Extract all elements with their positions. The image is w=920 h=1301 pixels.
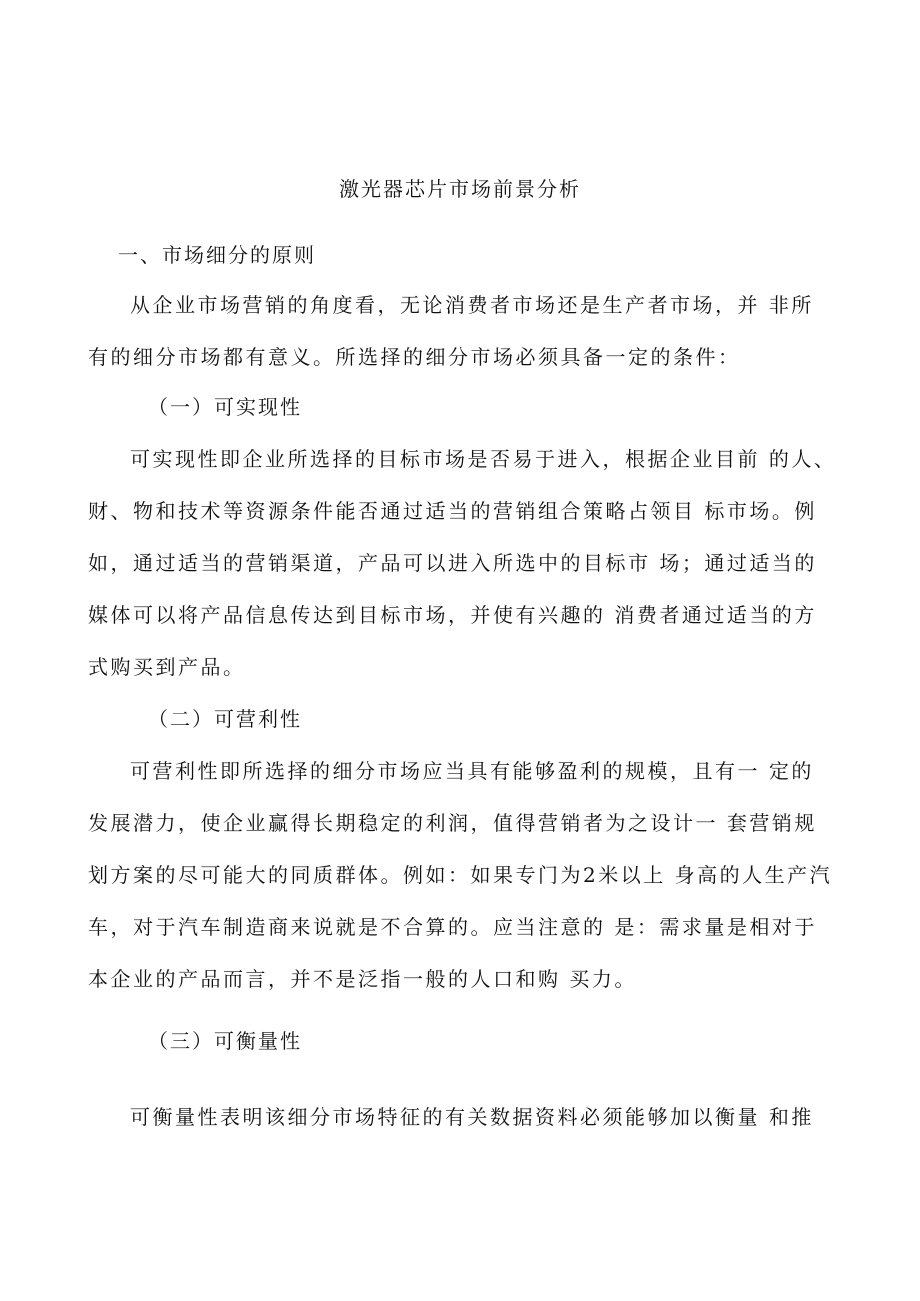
paragraph-line: 媒体可以将产品信息传达到目标市场，并使有兴趣的 消费者通过适当的方 (88, 603, 817, 627)
paragraph-line: 本企业的产品而言，并不是泛指一般的人口和购 买力。 (88, 967, 637, 991)
paragraph-profitability (88, 745, 840, 1005)
paragraph-line: 发展潜力，使企业赢得长期稳定的利润，值得营销者为之设计一 套营销规 (88, 811, 817, 835)
section-heading-principles: 一、市场细分的原则 (118, 243, 316, 267)
document-title: 激光器芯片市场前景分析 (339, 177, 581, 201)
paragraph-line: 车，对于汽车制造商来说就是不合算的。应当注意的 是：需求量是相对于 (88, 915, 817, 939)
paragraph-line: 可实现性即企业所选择的目标市场是否易于进入，根据企业目前 的人、 (130, 447, 837, 471)
paragraph-intro (88, 279, 840, 383)
paragraph-line: 可营利性即所选择的细分市场应当具有能够盈利的规模，且有一 定的 (130, 759, 814, 783)
subheading-measurability: （三）可衡量性 (148, 1029, 302, 1053)
paragraph-line: 如，通过适当的营销渠道，产品可以进入所选中的目标市 场；通过适当的 (88, 551, 817, 575)
paragraph-line: 从企业市场营销的角度看，无论消费者市场还是生产者市场，并 非所 (130, 293, 814, 317)
subheading-profitability: （二）可营利性 (148, 707, 302, 731)
paragraph-measurability (88, 1091, 840, 1143)
paragraph-feasibility (88, 433, 840, 693)
subheading-feasibility: （一）可实现性 (148, 395, 302, 419)
paragraph-line: 式购买到产品。 (88, 655, 246, 679)
paragraph-line: 可衡量性表明该细分市场特征的有关数据资料必须能够加以衡量 和推 (130, 1105, 814, 1129)
paragraph-line: 划方案的尽可能大的同质群体。例如：如果专门为2米以上 身高的人生产汽 (88, 863, 833, 887)
paragraph-line: 有的细分市场都有意义。所选择的细分市场必须具备一定的条件： (88, 345, 741, 369)
paragraph-line: 财、物和技术等资源条件能否通过适当的营销组合策略占领目 标市场。例 (88, 499, 817, 523)
